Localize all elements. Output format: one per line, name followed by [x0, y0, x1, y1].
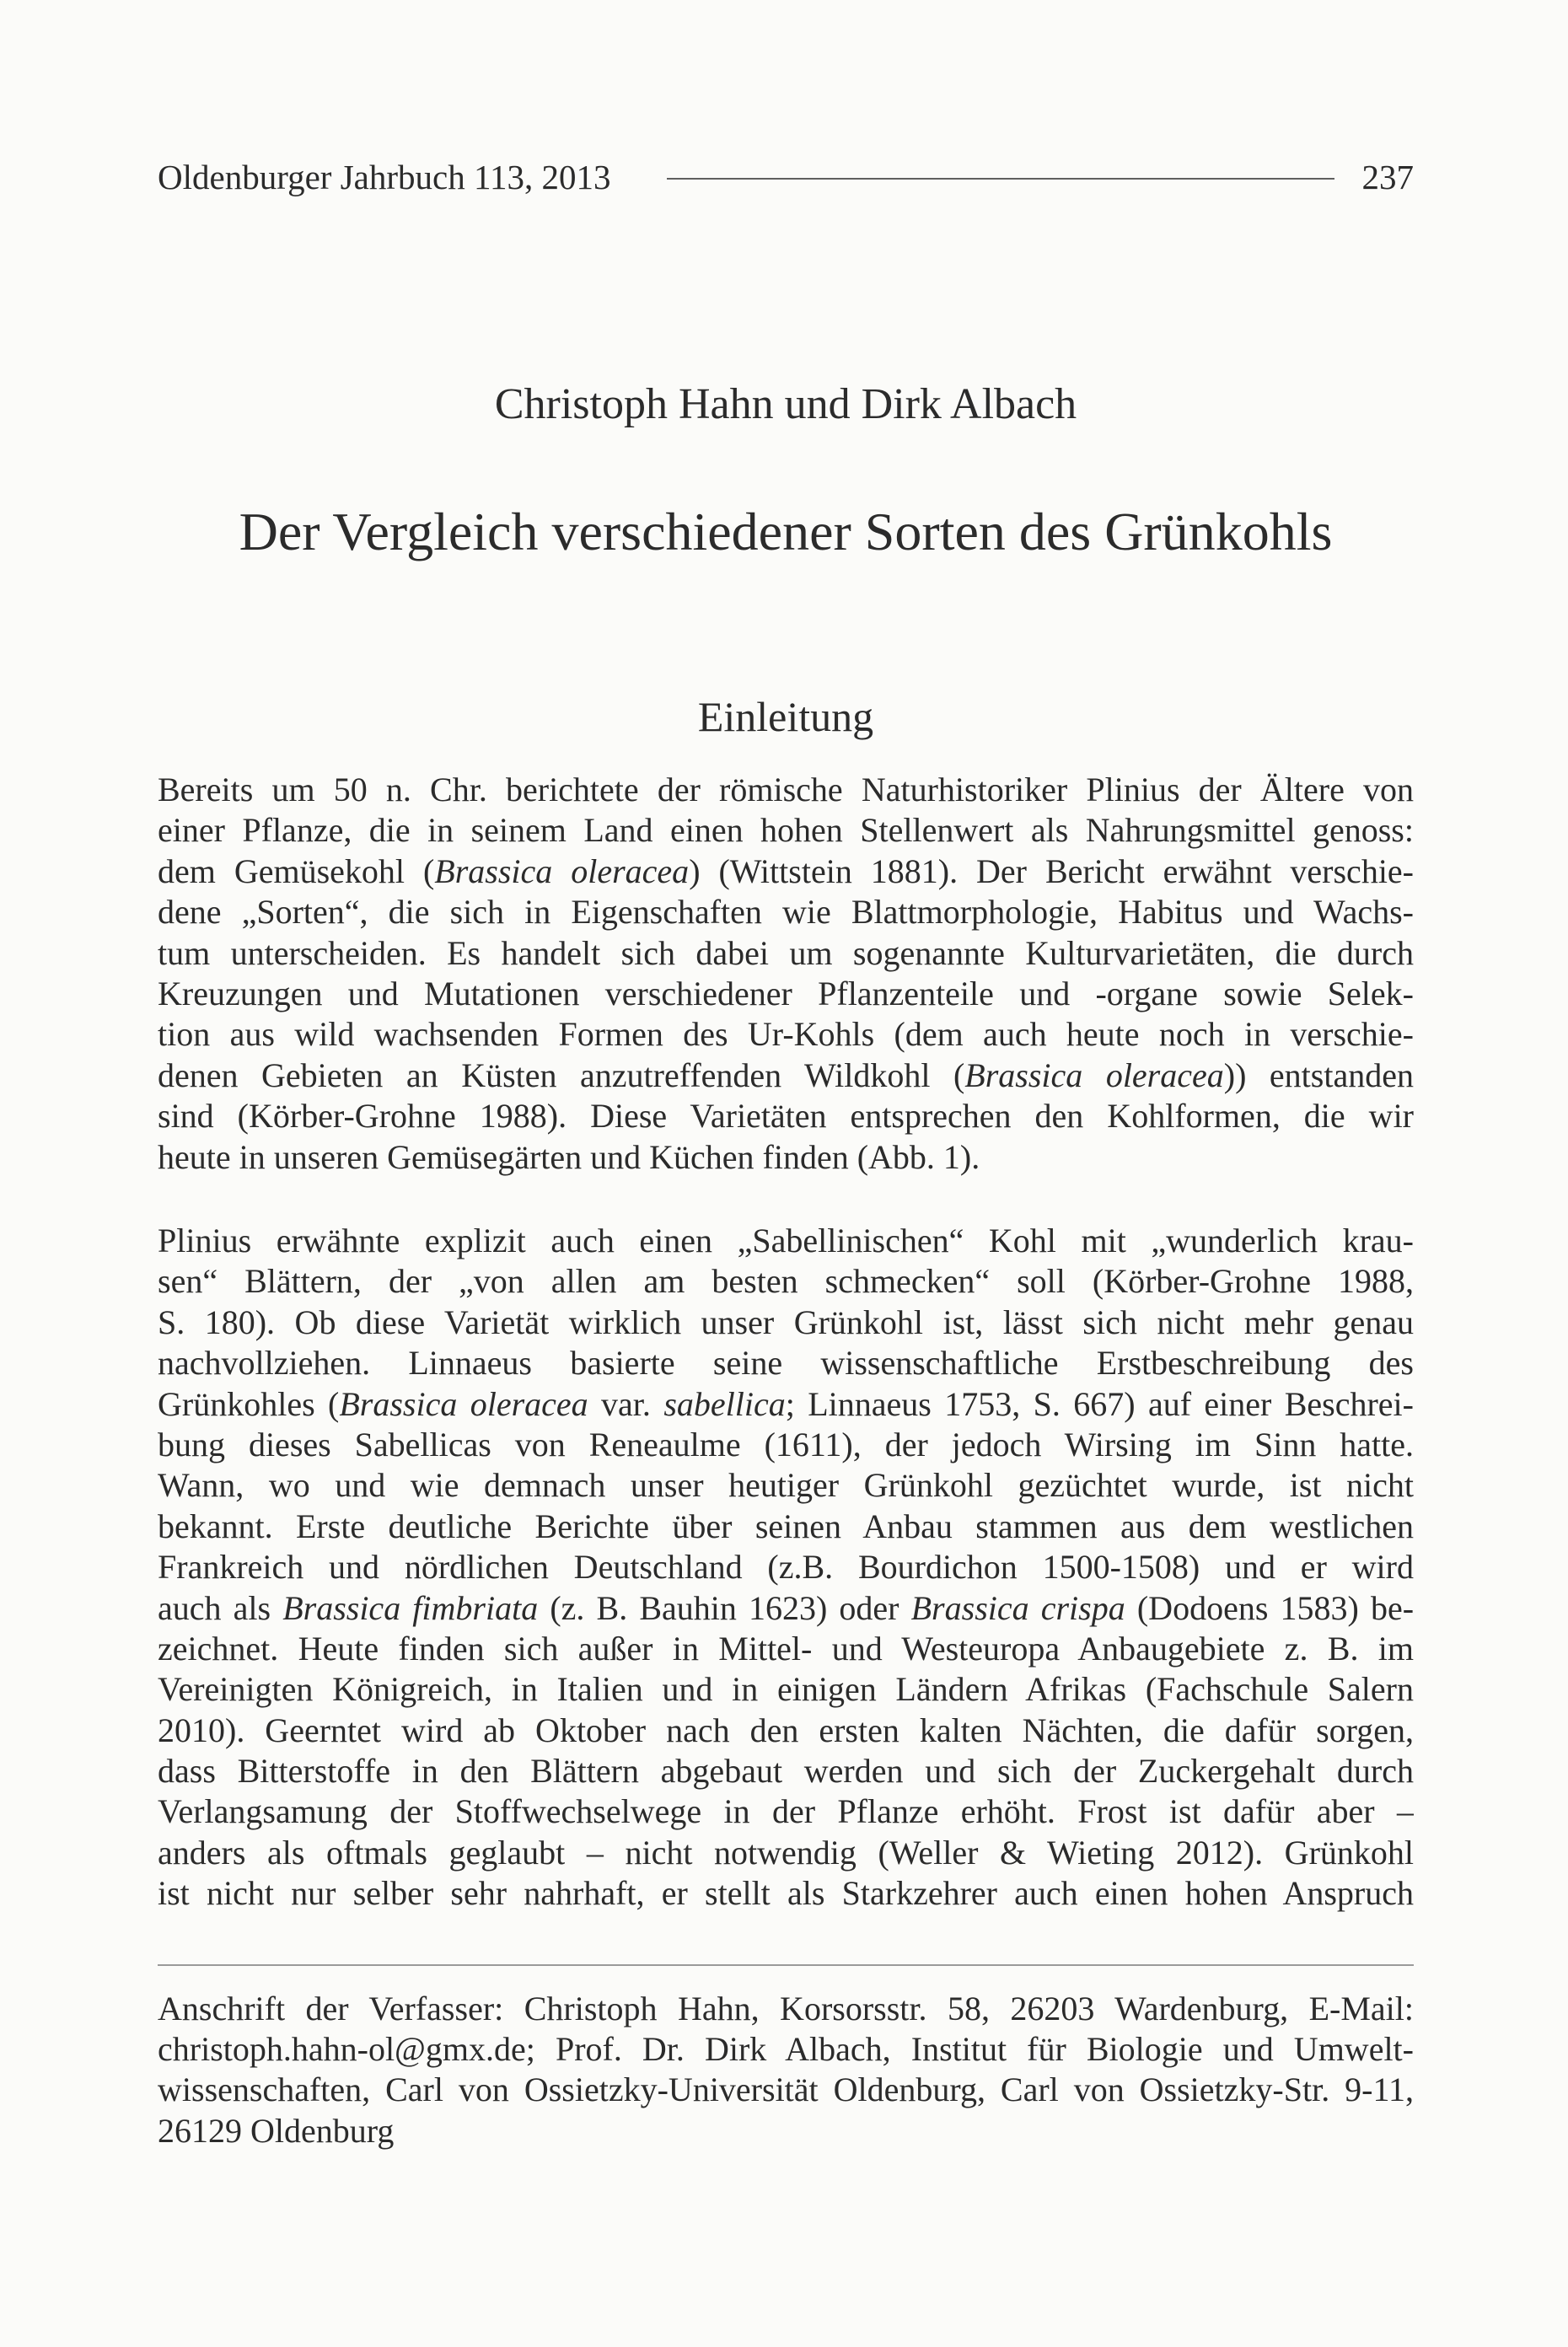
text-segment: S. 180). Ob diese Varietät wirklich unser Grünkohl ist, lässt sich nicht mehr genau	[158, 1302, 1414, 1341]
text-segment: Wann, wo und wie demnach unser heutiger Grünkohl gezüchtet wurde, ist nicht	[158, 1466, 1414, 1505]
text-segment: tum unterscheiden. Es handelt sich dabei um sogenannte Kulturvarietäten, die durch	[158, 933, 1414, 972]
running-header	[158, 157, 1414, 197]
journal-title: Oldenburger Jahrbuch 113, 2013	[158, 158, 611, 196]
text-line	[158, 1425, 1414, 1465]
text-segment: heute in unseren Gemüsegärten und Küchen finden (Abb. 1).	[158, 1137, 980, 1176]
article-title: Der Vergleich verschiedener Sorten des Grünkohls	[239, 502, 1333, 561]
text-segment: Bereits um 50 n. Chr. berichtete der römische Naturhistoriker Plinius der Ältere von	[158, 771, 1414, 808]
text-segment: bung dieses Sabellicas von Reneaulme (1611), der jedoch Wirsing im Sinn hatte.	[158, 1425, 1414, 1464]
text-line	[158, 1055, 1414, 1096]
text-segment: dene „Sorten“, die sich in Eigenschaften wie Blattmorphologie, Habitus und Wachs-	[158, 893, 1414, 932]
text-line	[158, 1873, 1414, 1914]
article-authors: Christoph Hahn und Dirk Albach	[494, 380, 1077, 428]
text-line	[158, 1137, 1414, 1178]
text-segment: Verlangsamung der Stoffwechselwege in der Pflanze erhöht. Frost ist dafür aber –	[158, 1792, 1414, 1831]
text-line	[158, 810, 1414, 851]
text-segment: wissenschaften, Carl von Ossietzky-Universität Oldenburg, Carl von Ossietzky-Str. 9-11,	[158, 2070, 1414, 2109]
text-line	[158, 1221, 1414, 1261]
text-segment: ist nicht nur selber sehr nahrhaft, er stellt als Starkzehrer auch einen hohen Anspruch	[158, 1874, 1414, 1913]
text-segment: 26129 Oldenburg	[158, 2111, 395, 2150]
italic-text: Brassica oleracea	[339, 1384, 588, 1423]
author-address-footnote	[158, 1989, 1414, 2151]
text-line	[158, 974, 1414, 1014]
text-line	[158, 1833, 1414, 1873]
text-segment: (z. B. Bauhin 1623) oder	[538, 1588, 911, 1627]
footnote-rule	[158, 1964, 1414, 1966]
text-segment: dem Gemüsekohl (	[158, 851, 435, 890]
text-line	[158, 1261, 1414, 1302]
text-segment: Anschrift der Verfasser: Christoph Hahn, Korsorsstr. 58, 26203 Wardenburg, E-Mail:	[158, 1990, 1414, 2027]
section-heading: Einleitung	[697, 693, 874, 740]
italic-text: Brassica oleracea	[964, 1055, 1224, 1094]
italic-text: Brassica oleracea	[434, 851, 690, 890]
text-line	[158, 1096, 1414, 1136]
text-line	[158, 1014, 1414, 1055]
text-line	[158, 1669, 1414, 1710]
text-segment: sen“ Blättern, der „von allen am besten schmecken“ soll (Körber-Grohne 1988,	[158, 1262, 1414, 1301]
text-segment: bekannt. Erste deutliche Berichte über seinen Anbau stammen aus dem westlichen	[158, 1506, 1414, 1545]
text-segment: Kreuzungen und Mutationen verschiedener Pflanzenteile und -organe sowie Selek-	[158, 974, 1414, 1012]
text-line	[158, 1751, 1414, 1791]
text-segment: denen Gebieten an Küsten anzutreffenden Wildkohl (	[158, 1055, 965, 1094]
text-segment: Frankreich und nördlichen Deutschland (z.B. Bourdichon 1500-1508) und er wird	[158, 1548, 1414, 1587]
text-segment: zeichnet. Heute finden sich außer in Mittel- und Westeuropa Anbaugebiete z. B. im	[158, 1629, 1414, 1668]
paragraph	[158, 770, 1414, 1178]
text-line	[158, 1547, 1414, 1587]
text-segment: ) (Wittstein 1881). Der Bericht erwähnt verschie-	[689, 851, 1414, 890]
text-line	[158, 851, 1414, 892]
text-segment: nachvollziehen. Linnaeus basierte seine wissenschaftliche Erstbeschreibung des	[158, 1344, 1414, 1383]
text-segment: Grünkohles (	[158, 1384, 340, 1423]
text-segment: )) entstanden	[1223, 1055, 1414, 1094]
italic-text: Brassica fimbriata	[282, 1588, 539, 1627]
text-segment: Plinius erwähnte explizit auch einen „Sabellinischen“ Kohl mit „wunderlich krau-	[158, 1222, 1414, 1259]
text-line	[158, 1711, 1414, 1751]
header-rule	[667, 178, 1334, 180]
text-segment: einer Pflanze, die in seinem Land einen hohen Stellenwert als Nahrungsmittel genoss:	[158, 811, 1414, 850]
text-segment: (Dodoens 1583) be-	[1125, 1588, 1414, 1627]
text-segment: var.	[588, 1384, 664, 1423]
text-segment: Vereinigten Königreich, in Italien und in einigen Ländern Afrikas (Fachschule Salern	[158, 1670, 1414, 1709]
text-line	[158, 1989, 1414, 2029]
text-line	[158, 770, 1414, 810]
text-line	[158, 933, 1414, 974]
text-line	[158, 1465, 1414, 1506]
italic-text: sabellica	[663, 1384, 786, 1423]
text-segment: anders als oftmals geglaubt – nicht notwendig (Weller & Wieting 2012). Grünkohl	[158, 1833, 1414, 1872]
text-segment: 2010). Geerntet wird ab Oktober nach den ersten kalten Nächten, die dafür sorgen,	[158, 1711, 1414, 1749]
italic-text: Brassica crispa	[910, 1588, 1125, 1627]
page-number: 237	[1361, 158, 1414, 196]
text-line	[158, 1343, 1414, 1383]
text-segment: christoph.hahn-ol@gmx.de; Prof. Dr. Dirk Albach, Institut für Biologie und Umwelt-	[158, 2030, 1414, 2069]
text-line	[158, 2029, 1414, 2070]
text-line	[158, 1302, 1414, 1343]
text-segment: auch als	[158, 1588, 283, 1627]
text-segment: tion aus wild wachsenden Formen des Ur-Kohls (dem auch heute noch in verschie-	[158, 1015, 1414, 1054]
text-segment: sind (Körber-Grohne 1988). Diese Varietäten entsprechen den Kohlformen, die wir	[158, 1097, 1414, 1136]
text-line	[158, 2070, 1414, 2110]
text-line	[158, 1384, 1414, 1425]
text-line	[158, 1588, 1414, 1629]
text-segment: dass Bitterstoffe in den Blättern abgebaut werden und sich der Zuckergehalt durch	[158, 1752, 1414, 1791]
text-line	[158, 1791, 1414, 1832]
text-line	[158, 892, 1414, 932]
text-line	[158, 1629, 1414, 1669]
paragraph	[158, 1221, 1414, 1915]
text-line	[158, 2111, 1414, 2151]
text-segment: ; Linnaeus 1753, S. 667) auf einer Beschrei-	[785, 1384, 1414, 1423]
text-line	[158, 1506, 1414, 1547]
